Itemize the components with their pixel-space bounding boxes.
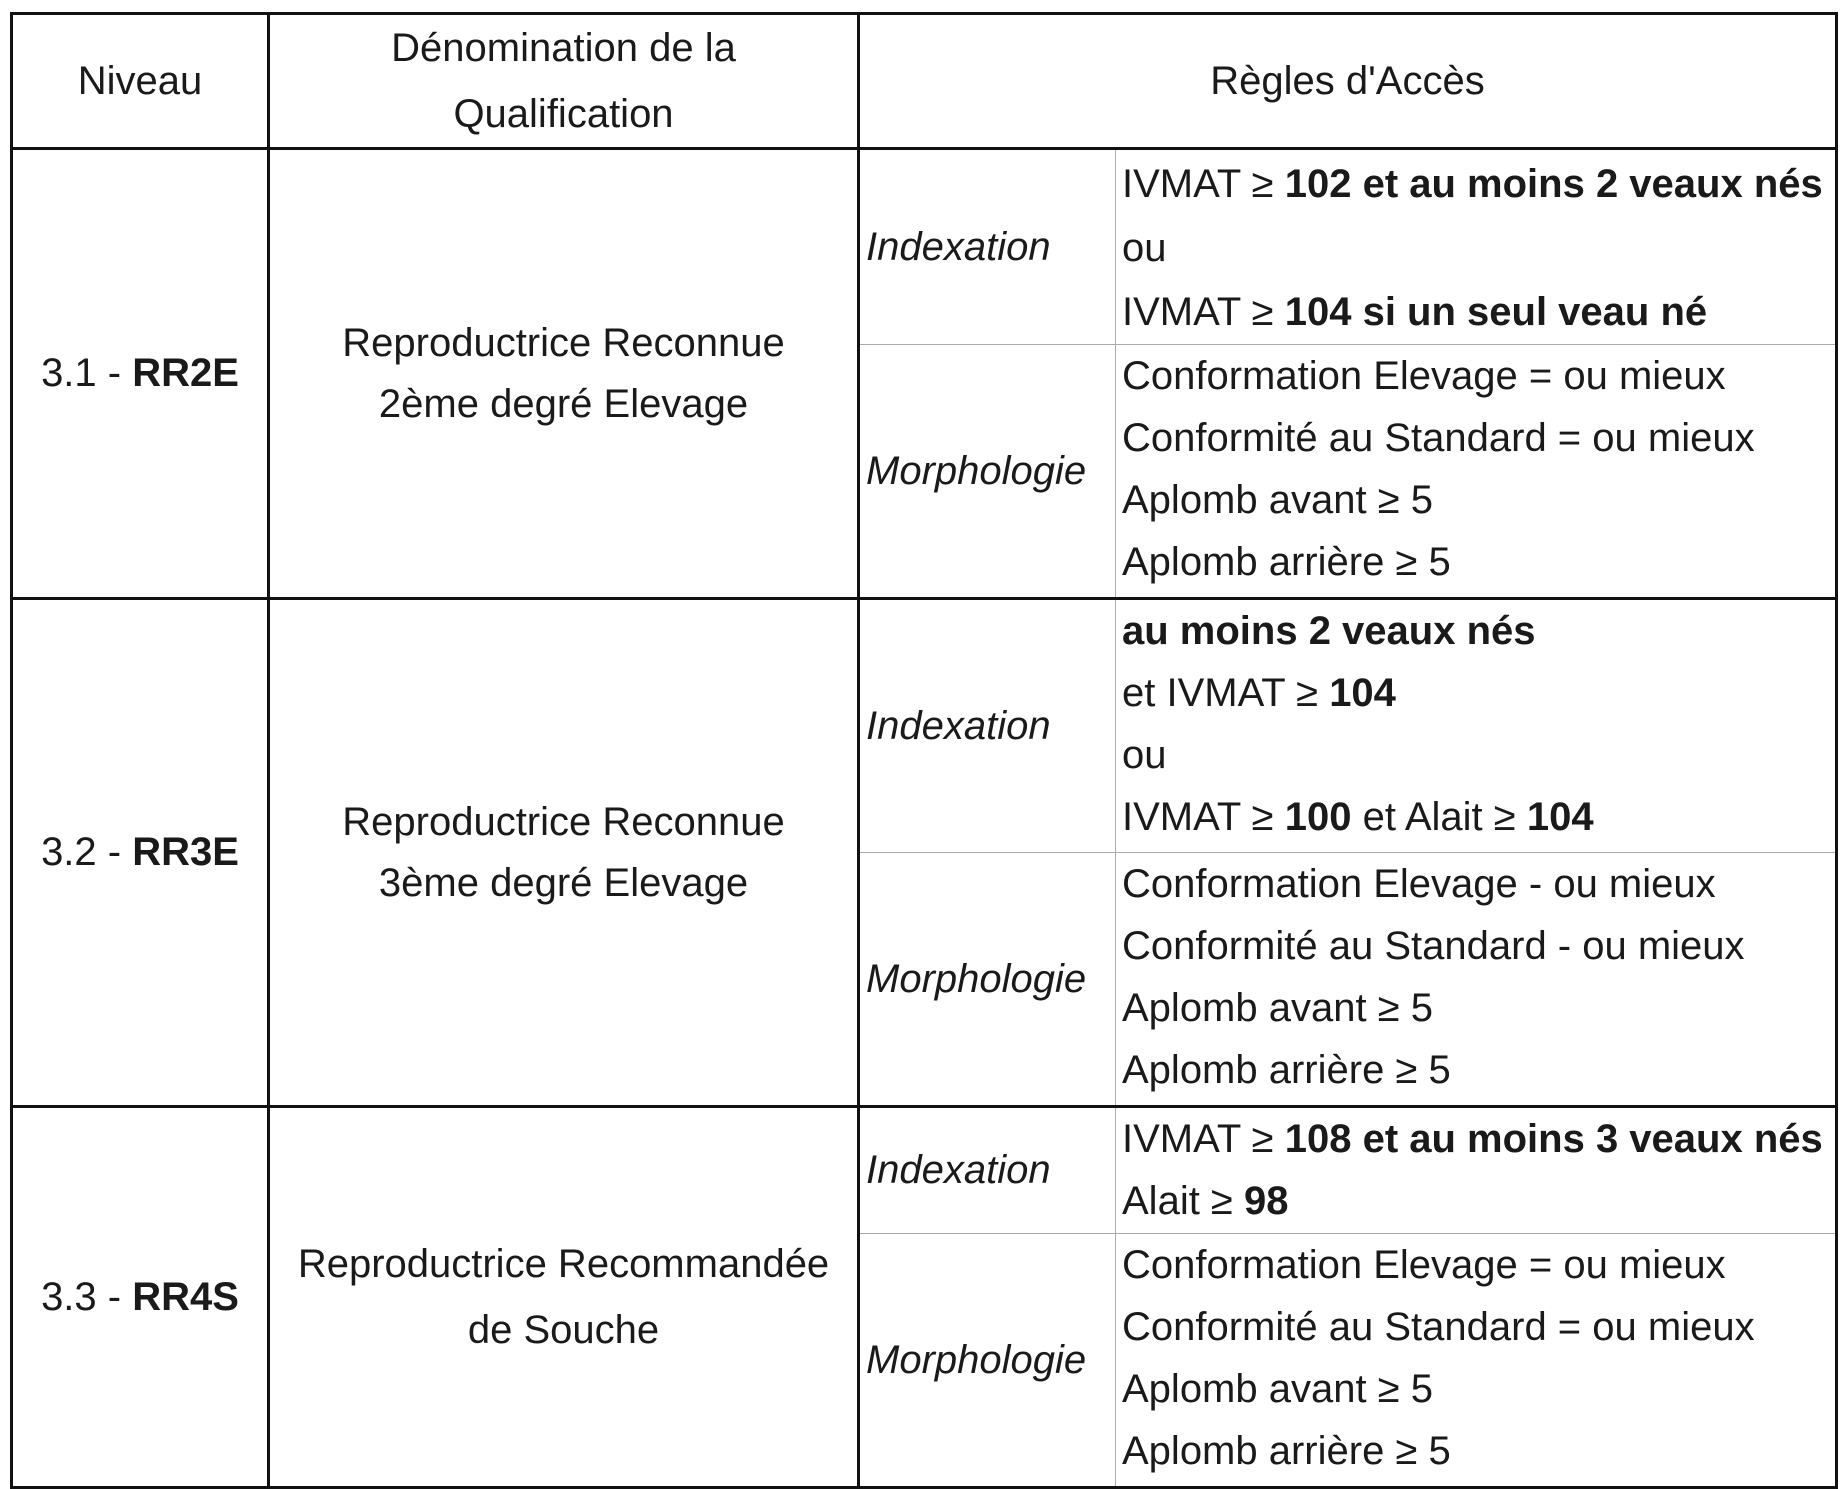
rule-line: IVMAT ≥ 104 si un seul veau né — [1122, 290, 1708, 334]
rule-line: et IVMAT ≥ 104 — [1122, 671, 1396, 715]
rule-line: au moins 2 veaux nés — [1122, 609, 1536, 653]
indexation-rules — [1116, 149, 1837, 345]
header-niveau: Niveau — [12, 14, 269, 149]
rule-line: ou — [1122, 733, 1167, 777]
rule-line: Aplomb avant ≥ 5 — [1122, 1367, 1434, 1411]
morphologie-label: Morphologie — [859, 345, 1116, 599]
rule-line: ou — [1122, 226, 1167, 270]
niveau-cell — [12, 599, 269, 1107]
table-row-rr4s — [12, 1107, 1837, 1488]
niveau-code: RR3E — [132, 830, 239, 874]
rule-line: Aplomb arrière ≥ 5 — [1122, 1429, 1451, 1473]
header-regles: Règles d'Accès — [859, 14, 1837, 149]
denomination-cell: Reproductrice Reconnue 2ème degré Elevage — [269, 149, 859, 599]
rule-line: Aplomb avant ≥ 5 — [1122, 478, 1434, 522]
niveau-code: RR2E — [132, 351, 239, 395]
morphologie-label: Morphologie — [859, 1234, 1116, 1488]
morphologie-label: Morphologie — [859, 853, 1116, 1107]
indexation-label: Indexation — [859, 599, 1116, 853]
morphologie-rules — [1116, 1234, 1837, 1488]
morphologie-rules — [1116, 345, 1837, 599]
denomination-cell: Reproductrice Reconnue 3ème degré Elevage — [269, 599, 859, 1107]
table-row-rr3e — [12, 599, 1837, 1107]
indexation-label: Indexation — [859, 1107, 1116, 1234]
rule-line: IVMAT ≥ 100 et Alait ≥ 104 — [1122, 795, 1594, 839]
denomination-cell: Reproductrice Recommandée de Souche — [269, 1107, 859, 1488]
niveau-prefix: 3.3 - — [41, 1274, 133, 1319]
rule-line: Conformité au Standard = ou mieux — [1122, 1305, 1755, 1349]
rule-line: IVMAT ≥ 108 et au moins 3 veaux nés — [1122, 1117, 1823, 1161]
niveau-cell — [12, 149, 269, 599]
indexation-rules — [1116, 599, 1837, 853]
rule-line: Conformité au Standard = ou mieux — [1122, 416, 1755, 460]
niveau-cell — [12, 1107, 269, 1488]
rule-line: Conformité au Standard - ou mieux — [1122, 924, 1745, 968]
header-row — [12, 14, 1837, 149]
rule-line: IVMAT ≥ 102 et au moins 2 veaux nés — [1122, 162, 1823, 206]
rule-line: Conformation Elevage = ou mieux — [1122, 354, 1726, 398]
indexation-label: Indexation — [859, 149, 1116, 345]
rule-line: Aplomb arrière ≥ 5 — [1122, 540, 1451, 584]
qualification-table — [10, 12, 1838, 1489]
rule-line: Aplomb avant ≥ 5 — [1122, 986, 1434, 1030]
niveau-prefix: 3.1 - — [41, 351, 133, 395]
morphologie-rules — [1116, 853, 1837, 1107]
rule-line: Aplomb arrière ≥ 5 — [1122, 1048, 1451, 1092]
table-row-rr2e — [12, 149, 1837, 599]
niveau-prefix: 3.2 - — [41, 830, 133, 874]
rule-line: Alait ≥ 98 — [1122, 1179, 1289, 1223]
rule-line: Conformation Elevage - ou mieux — [1122, 862, 1716, 906]
niveau-code: RR4S — [132, 1274, 239, 1319]
header-denomination: Dénomination de la Qualification — [269, 14, 859, 149]
indexation-rules — [1116, 1107, 1837, 1234]
rule-line: Conformation Elevage = ou mieux — [1122, 1243, 1726, 1287]
